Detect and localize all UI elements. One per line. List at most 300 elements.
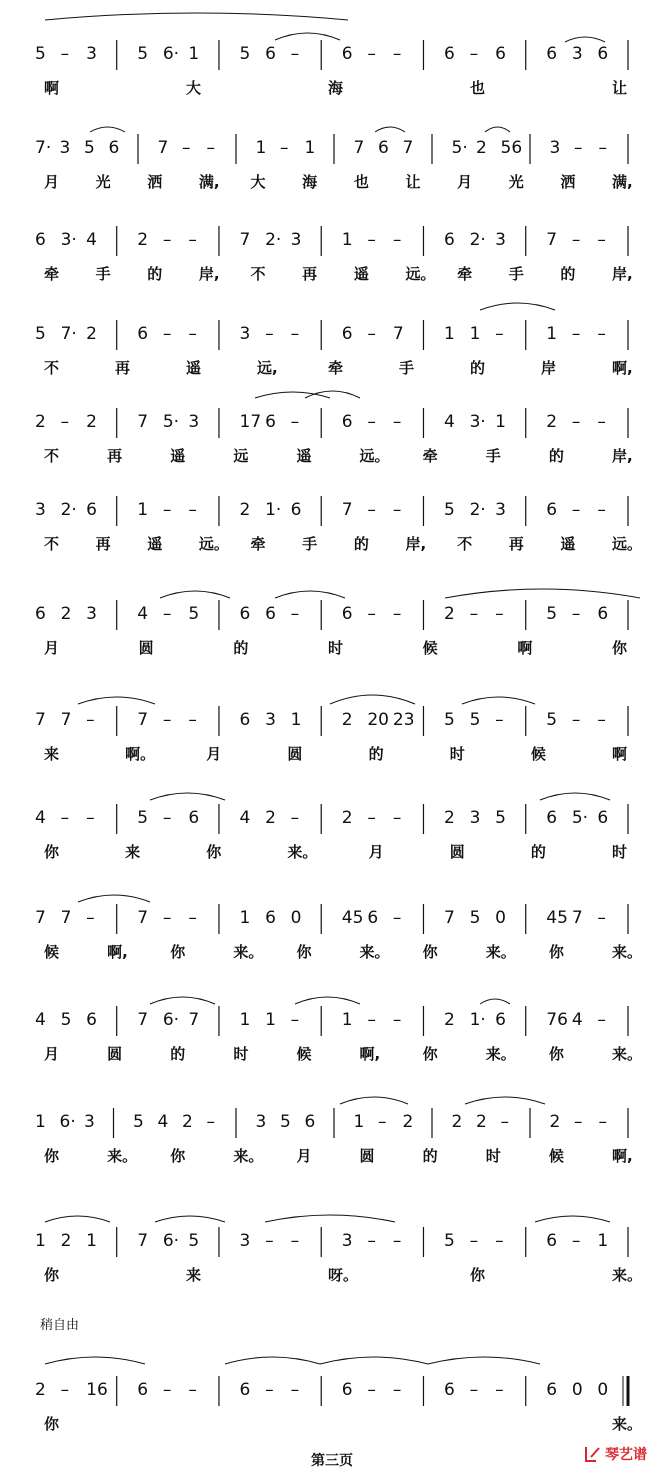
note: 5 bbox=[495, 808, 506, 828]
note: – bbox=[597, 412, 606, 432]
lyric: 远。 bbox=[405, 265, 436, 283]
lyric: 岸, bbox=[198, 265, 220, 283]
note: 7 bbox=[239, 230, 251, 250]
slur-arc bbox=[45, 1216, 110, 1222]
music-logo-icon bbox=[583, 1444, 603, 1464]
lyric: 来 bbox=[125, 843, 141, 861]
lyric: 远。 bbox=[359, 447, 390, 465]
note: 5 bbox=[280, 1112, 291, 1132]
lyric: 来。 bbox=[485, 943, 516, 961]
lyric: 洒 bbox=[147, 173, 163, 191]
note: – bbox=[290, 604, 300, 624]
note: 5 bbox=[546, 604, 558, 624]
note: 1 bbox=[239, 908, 251, 928]
lyric: 的 bbox=[530, 843, 546, 861]
note: 7 bbox=[137, 710, 149, 730]
lyric: 手 bbox=[95, 265, 111, 283]
lyric: 不 bbox=[250, 265, 266, 283]
note: – bbox=[378, 1112, 387, 1132]
note: 2 bbox=[402, 1112, 414, 1132]
note: 2 bbox=[549, 1112, 561, 1132]
lyric: 遥 bbox=[560, 535, 576, 553]
note: – bbox=[290, 324, 300, 344]
lyric: 来。 bbox=[107, 1147, 138, 1165]
lyric: 远。 bbox=[612, 535, 643, 553]
note: 5· bbox=[162, 412, 180, 432]
lyric: 圆 bbox=[287, 745, 303, 763]
note: 3 bbox=[84, 1112, 95, 1132]
note: 6 bbox=[304, 1112, 316, 1132]
note: – bbox=[500, 1112, 509, 1132]
slur-arc bbox=[445, 589, 640, 598]
lyric: 的 bbox=[368, 745, 384, 763]
note: 1 bbox=[341, 230, 353, 250]
note: – bbox=[290, 808, 300, 828]
note: 2 bbox=[182, 1112, 193, 1132]
lyric: 的 bbox=[233, 639, 249, 657]
note: 3 bbox=[265, 710, 276, 730]
lyric: 来 bbox=[186, 1266, 202, 1284]
note: 6 bbox=[495, 1010, 506, 1030]
lyric: 满, bbox=[198, 173, 220, 191]
lyric: 月 bbox=[44, 639, 60, 657]
note: 3· bbox=[60, 230, 77, 250]
note: 2 bbox=[341, 710, 353, 730]
note: 1 bbox=[86, 1231, 97, 1251]
note: – bbox=[290, 1380, 300, 1400]
note: – bbox=[392, 808, 402, 828]
note: 7 bbox=[137, 412, 149, 432]
lyric: 让 bbox=[612, 79, 628, 97]
note: – bbox=[188, 1380, 197, 1400]
note: – bbox=[571, 500, 581, 520]
note: 6 bbox=[378, 138, 389, 158]
note: 4 bbox=[239, 808, 251, 828]
lyric: 候 bbox=[44, 943, 60, 961]
lyric: 你 bbox=[44, 1147, 60, 1165]
lyric: 月 bbox=[44, 1045, 60, 1063]
note: 6· bbox=[162, 1231, 180, 1251]
lyric: 不 bbox=[44, 447, 60, 465]
note: 3 bbox=[86, 604, 97, 624]
lyric: 岸, bbox=[612, 447, 633, 465]
note: 7 bbox=[35, 710, 46, 730]
lyric: 的 bbox=[560, 265, 576, 283]
note: 6 bbox=[35, 230, 46, 250]
lyric: 海 bbox=[328, 79, 344, 97]
note: 4 bbox=[444, 412, 455, 432]
slur-arc bbox=[275, 33, 340, 40]
note: 2 bbox=[86, 412, 97, 432]
note: – bbox=[597, 230, 606, 250]
note: 2 bbox=[239, 500, 251, 520]
lyric: 洒 bbox=[560, 173, 576, 191]
note: 7 bbox=[60, 710, 72, 730]
lyric: 再 bbox=[508, 535, 524, 553]
lyric: 你 bbox=[170, 943, 186, 961]
note: 2 bbox=[444, 808, 455, 828]
note: 3 bbox=[59, 138, 71, 158]
lyric: 不 bbox=[44, 535, 60, 553]
note: – bbox=[60, 1380, 70, 1400]
note: 7 bbox=[444, 908, 455, 928]
note: 4 bbox=[571, 1010, 583, 1030]
note: 7 bbox=[341, 500, 353, 520]
note: 2 bbox=[341, 808, 353, 828]
lyric: 候 bbox=[530, 745, 546, 763]
lyric: 遥 bbox=[147, 535, 163, 553]
note: 2· bbox=[469, 230, 486, 250]
note: 3 bbox=[188, 412, 200, 432]
lyric: 再 bbox=[107, 447, 123, 465]
note: – bbox=[162, 604, 172, 624]
lyric: 啊, bbox=[359, 1045, 381, 1063]
note: 6 bbox=[137, 324, 149, 344]
note: – bbox=[367, 604, 376, 624]
slur-arc bbox=[485, 127, 510, 132]
lyric: 岸, bbox=[405, 535, 427, 553]
note: 5 bbox=[469, 908, 481, 928]
lyric: 遥 bbox=[170, 447, 186, 465]
note: 6 bbox=[597, 604, 609, 624]
note: 2 bbox=[476, 138, 487, 158]
note: – bbox=[571, 1231, 581, 1251]
note: 2 bbox=[444, 604, 455, 624]
lyric: 的 bbox=[147, 265, 163, 283]
lyric: 远, bbox=[257, 359, 278, 377]
note: 6 bbox=[495, 44, 506, 64]
tempo-marking: 稍自由 bbox=[40, 1318, 80, 1333]
note: – bbox=[367, 324, 376, 344]
note: 6 bbox=[444, 44, 455, 64]
note: 6 bbox=[546, 1380, 558, 1400]
lyric: 你 bbox=[206, 843, 222, 861]
lyric: 时 bbox=[485, 1147, 501, 1165]
note: 3 bbox=[255, 1112, 267, 1132]
note: – bbox=[290, 412, 300, 432]
note: 5 bbox=[137, 44, 149, 64]
note: 6 bbox=[137, 1380, 149, 1400]
note: – bbox=[86, 710, 95, 730]
note: 6 bbox=[86, 500, 97, 520]
note: – bbox=[60, 808, 70, 828]
lyric: 来。 bbox=[612, 1045, 643, 1063]
slur-arc bbox=[295, 997, 360, 1004]
lyric: 来。 bbox=[287, 843, 318, 861]
note: 76 bbox=[546, 1010, 568, 1030]
note: – bbox=[392, 500, 402, 520]
note: 6 bbox=[341, 604, 353, 624]
note: – bbox=[392, 1010, 402, 1030]
note: 7· bbox=[35, 138, 52, 158]
note: – bbox=[206, 1112, 215, 1132]
note: – bbox=[367, 500, 376, 520]
slur-arc bbox=[535, 1216, 610, 1222]
note: – bbox=[290, 44, 300, 64]
lyric: 来。 bbox=[485, 1045, 516, 1063]
note: 0 bbox=[571, 1380, 583, 1400]
lyric: 时 bbox=[612, 843, 628, 861]
note: 6 bbox=[188, 808, 200, 828]
lyric: 啊 bbox=[612, 745, 628, 763]
note: 6 bbox=[597, 808, 609, 828]
note: 1 bbox=[353, 1112, 365, 1132]
note: – bbox=[206, 138, 215, 158]
note: – bbox=[367, 44, 376, 64]
note: 5 bbox=[188, 1231, 200, 1251]
note: – bbox=[182, 138, 191, 158]
note: 1 bbox=[35, 1112, 46, 1132]
lyric: 远。 bbox=[198, 535, 229, 553]
note: – bbox=[290, 1231, 300, 1251]
lyric: 时 bbox=[449, 745, 465, 763]
slur-arc bbox=[330, 695, 415, 704]
note: 7 bbox=[35, 908, 46, 928]
note: 6 bbox=[86, 1010, 97, 1030]
note: 4 bbox=[137, 604, 149, 624]
lyric: 远 bbox=[233, 447, 249, 465]
note: 2 bbox=[451, 1112, 463, 1132]
note: – bbox=[469, 44, 479, 64]
lyric: 啊 bbox=[517, 639, 533, 657]
note: 1 bbox=[188, 44, 200, 64]
lyric: 遥 bbox=[186, 359, 202, 377]
note: 6 bbox=[265, 44, 276, 64]
lyric: 再 bbox=[115, 359, 131, 377]
note: – bbox=[574, 1112, 583, 1132]
note: 1 bbox=[137, 500, 149, 520]
lyric: 圆 bbox=[107, 1045, 123, 1063]
note: 5 bbox=[137, 808, 149, 828]
lyric: 不 bbox=[44, 359, 60, 377]
lyric: 牵 bbox=[250, 535, 266, 553]
note: – bbox=[597, 1010, 606, 1030]
note: 2· bbox=[60, 500, 77, 520]
lyric: 你 bbox=[612, 639, 628, 657]
note: 3 bbox=[495, 500, 506, 520]
slur-arc bbox=[265, 1215, 395, 1222]
note: 6 bbox=[35, 604, 46, 624]
slur-arc bbox=[155, 1216, 225, 1222]
note: – bbox=[571, 604, 581, 624]
note: – bbox=[162, 324, 172, 344]
lyric: 的 bbox=[170, 1045, 186, 1063]
note: – bbox=[86, 908, 95, 928]
lyric: 呀。 bbox=[328, 1266, 359, 1284]
note: 1 bbox=[265, 1010, 276, 1030]
slur-arc bbox=[565, 37, 605, 42]
note: 1 bbox=[495, 412, 506, 432]
note: – bbox=[162, 808, 172, 828]
note: 1 bbox=[35, 1231, 46, 1251]
note: – bbox=[265, 324, 274, 344]
note: 5 bbox=[35, 324, 46, 344]
lyric: 岸, bbox=[612, 265, 633, 283]
slur-arc bbox=[150, 997, 215, 1004]
note: 0 bbox=[495, 908, 506, 928]
note: 5· bbox=[571, 808, 589, 828]
note: 5 bbox=[546, 710, 558, 730]
lyric: 你 bbox=[296, 943, 312, 961]
lyric: 手 bbox=[508, 265, 524, 283]
note: – bbox=[597, 908, 606, 928]
note: – bbox=[367, 1010, 376, 1030]
lyric: 岸 bbox=[541, 359, 557, 377]
lyric: 来。 bbox=[233, 1147, 264, 1165]
note: 7· bbox=[60, 324, 77, 344]
slur-arc bbox=[480, 303, 555, 310]
note: 0 bbox=[597, 1380, 609, 1400]
lyric: 的 bbox=[470, 359, 486, 377]
slur-arc bbox=[78, 895, 150, 902]
lyric: 手 bbox=[485, 447, 501, 465]
note: 6 bbox=[597, 44, 609, 64]
note: 6 bbox=[265, 412, 276, 432]
note: – bbox=[495, 324, 504, 344]
lyric: 你 bbox=[470, 1266, 486, 1284]
note: – bbox=[367, 808, 376, 828]
note: 56 bbox=[500, 138, 523, 158]
note: 1 bbox=[546, 324, 558, 344]
lyric: 光 bbox=[95, 173, 111, 191]
note: – bbox=[469, 1231, 479, 1251]
note: 5· bbox=[451, 138, 468, 158]
note: – bbox=[162, 710, 172, 730]
note: 2 bbox=[35, 1380, 46, 1400]
note: 6 bbox=[290, 500, 302, 520]
lyric: 牵 bbox=[328, 359, 344, 377]
note: 5 bbox=[84, 138, 95, 158]
note: – bbox=[392, 412, 402, 432]
lyric: 手 bbox=[399, 359, 415, 377]
note: 5 bbox=[60, 1010, 72, 1030]
note: – bbox=[571, 230, 581, 250]
slur-arc bbox=[462, 697, 535, 704]
note: 3 bbox=[35, 500, 46, 520]
note: – bbox=[597, 500, 606, 520]
slur-arc bbox=[45, 13, 348, 20]
note: 6 bbox=[444, 1380, 455, 1400]
note: 2 bbox=[60, 604, 72, 624]
note: 1 bbox=[239, 1010, 251, 1030]
slur-arc bbox=[428, 1357, 540, 1364]
note: 7 bbox=[353, 138, 365, 158]
note: 6 bbox=[444, 230, 455, 250]
note: – bbox=[367, 230, 376, 250]
lyric: 不 bbox=[457, 535, 473, 553]
slur-arc bbox=[90, 127, 125, 132]
note: – bbox=[188, 500, 197, 520]
note: 2 bbox=[546, 412, 558, 432]
lyric: 光 bbox=[508, 173, 524, 191]
note: 3 bbox=[290, 230, 302, 250]
note: 2 bbox=[60, 1231, 72, 1251]
note: 20 bbox=[367, 710, 389, 730]
lyric: 时 bbox=[233, 1045, 249, 1063]
note: 1 bbox=[290, 710, 302, 730]
lyric: 啊。 bbox=[125, 745, 156, 763]
note: 3 bbox=[239, 324, 251, 344]
note: – bbox=[597, 710, 606, 730]
slur-arc bbox=[78, 697, 155, 704]
lyric: 啊, bbox=[107, 943, 128, 961]
note: – bbox=[495, 1231, 504, 1251]
lyric: 再 bbox=[302, 265, 318, 283]
note: 6· bbox=[162, 1010, 180, 1030]
lyric: 大 bbox=[186, 79, 202, 97]
note: – bbox=[367, 1231, 376, 1251]
lyric: 你 bbox=[44, 1415, 60, 1433]
note: 2· bbox=[265, 230, 282, 250]
lyric: 来。 bbox=[612, 943, 643, 961]
note: – bbox=[367, 1380, 376, 1400]
note: – bbox=[265, 1231, 274, 1251]
note: – bbox=[86, 808, 95, 828]
note: 7 bbox=[392, 324, 404, 344]
note: – bbox=[574, 138, 583, 158]
note: – bbox=[367, 412, 376, 432]
page-label: 第三页 bbox=[311, 1453, 353, 1469]
note: 3 bbox=[495, 230, 506, 250]
lyric: 遥 bbox=[353, 265, 369, 283]
lyric: 月 bbox=[206, 745, 222, 763]
note: – bbox=[571, 710, 581, 730]
slur-arc bbox=[340, 1097, 408, 1104]
lyric: 圆 bbox=[359, 1147, 375, 1165]
note: 4 bbox=[35, 1010, 46, 1030]
note: – bbox=[188, 324, 197, 344]
note: – bbox=[597, 324, 606, 344]
note: 6 bbox=[239, 604, 251, 624]
note: 5 bbox=[469, 710, 481, 730]
note: 5 bbox=[35, 44, 46, 64]
note: 2 bbox=[35, 412, 46, 432]
note: 7 bbox=[188, 1010, 200, 1030]
slur-arc bbox=[465, 1097, 545, 1104]
note: – bbox=[280, 138, 289, 158]
logo-text: 琴艺谱 bbox=[605, 1447, 647, 1463]
lyric: 满, bbox=[612, 173, 633, 191]
note: 4 bbox=[86, 230, 97, 250]
note: – bbox=[392, 44, 402, 64]
lyric: 啊, bbox=[612, 359, 633, 377]
lyric: 你 bbox=[44, 1266, 60, 1284]
note: – bbox=[392, 908, 402, 928]
lyric: 的 bbox=[548, 447, 564, 465]
lyric: 来。 bbox=[612, 1415, 643, 1433]
note: 6 bbox=[546, 500, 558, 520]
lyric: 来。 bbox=[359, 943, 390, 961]
note: – bbox=[162, 1380, 172, 1400]
note: – bbox=[392, 1231, 402, 1251]
lyric: 也 bbox=[470, 79, 486, 97]
lyric: 再 bbox=[95, 535, 111, 553]
lyric: 啊, bbox=[612, 1147, 633, 1165]
lyric: 月 bbox=[457, 173, 473, 191]
note: 6 bbox=[265, 604, 276, 624]
note: – bbox=[188, 710, 197, 730]
note: 6 bbox=[239, 710, 251, 730]
lyric: 月 bbox=[44, 173, 60, 191]
note: 45 bbox=[546, 908, 568, 928]
note: 2 bbox=[476, 1112, 487, 1132]
note: 17 bbox=[239, 412, 262, 432]
note: 2· bbox=[469, 500, 486, 520]
note: 6 bbox=[341, 412, 353, 432]
site-logo bbox=[583, 1442, 663, 1466]
note: – bbox=[162, 230, 172, 250]
lyric: 圆 bbox=[138, 639, 154, 657]
